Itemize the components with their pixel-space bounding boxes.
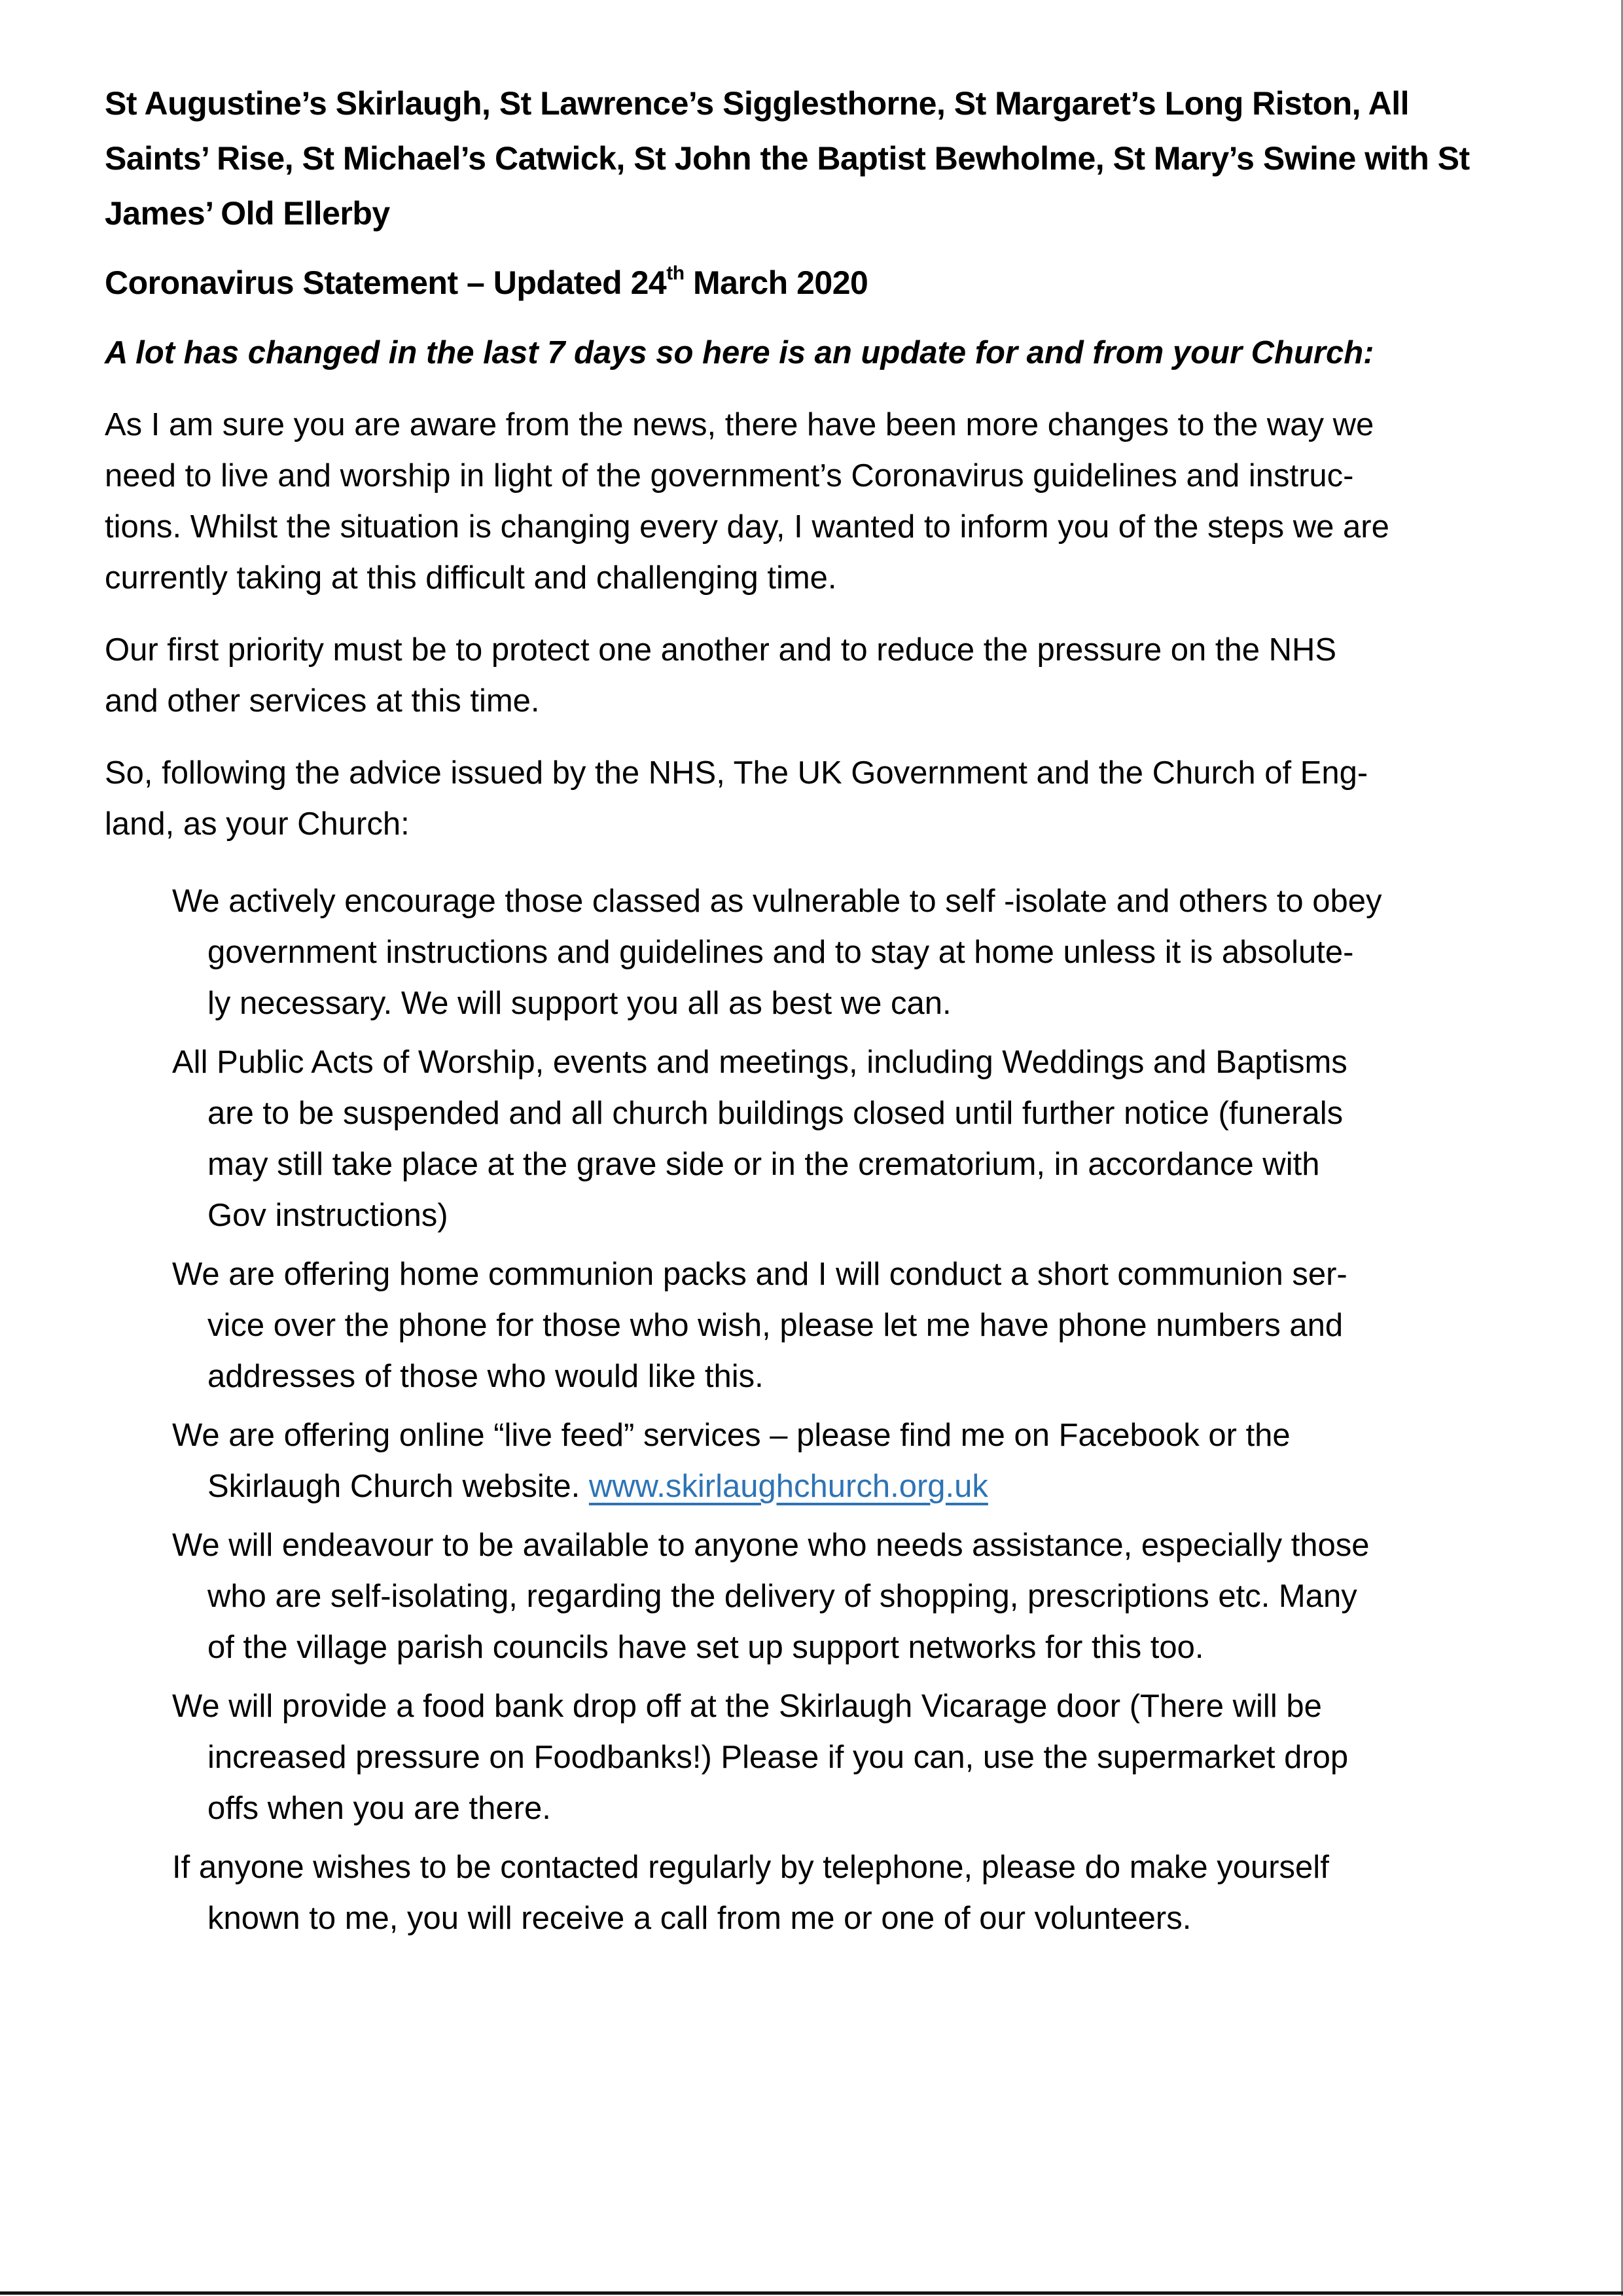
statement-title-text: Coronavirus Statement – Updated 24 — [105, 264, 667, 301]
list-item-line: addresses of those who would like this. — [207, 1359, 764, 1394]
list-item-line: We are offering home communion packs and I will conduct a short communion ser- — [172, 1257, 1347, 1292]
heading-line: St Augustine’s Skirlaugh, St Lawrence’s Sigglesthorne, St Margaret’s Long Riston, All — [105, 85, 1409, 122]
list-item-live-feed — [105, 1410, 1525, 1512]
list-item-line: All Public Acts of Worship, events and meetings, including Weddings and Baptisms — [172, 1045, 1347, 1080]
list-item-line: of the village parish councils have set up support networks for this too. — [207, 1630, 1204, 1665]
list-item-home-communion — [105, 1249, 1525, 1402]
paragraph-line: need to live and worship in light of the government’s Coronavirus guidelines and instruc- — [105, 458, 1354, 493]
list-item-line: ly necessary. We will support you all as best we can. — [207, 986, 952, 1021]
list-item-line: are to be suspended and all church buildings closed until further notice (funerals — [207, 1096, 1344, 1131]
list-item-line: known to me, you will receive a call from me or one of our volunteers. — [207, 1901, 1192, 1936]
parish-churches-heading — [105, 76, 1525, 241]
statement-title — [105, 255, 1525, 310]
paragraph-line: Our first priority must be to protect one another and to reduce the pressure on the NHS — [105, 632, 1337, 668]
paragraph-advice — [105, 747, 1525, 850]
paragraph-line: land, as your Church: — [105, 806, 410, 842]
statement-title-date: March 2020 — [684, 264, 868, 301]
paragraph-line: currently taking at this difficult and challenging time. — [105, 560, 837, 596]
list-item-line: We will endeavour to be available to anyone who needs assistance, especially those — [172, 1528, 1370, 1563]
list-item-line: who are self-isolating, regarding the delivery of shopping, prescriptions etc. Many — [207, 1579, 1357, 1614]
list-item-line: We will provide a food bank drop off at the Skirlaugh Vicarage door (There will be — [172, 1689, 1322, 1724]
list-item-line: may still take place at the grave side or in the crematorium, in accordance with — [207, 1147, 1320, 1182]
list-item-self-isolate — [105, 876, 1525, 1029]
page-bottom-edge-line — [0, 2291, 1623, 2295]
list-item-line: government instructions and guidelines and to stay at home unless it is absolute- — [207, 935, 1354, 970]
list-item-line: offs when you are there. — [207, 1791, 551, 1826]
intro-statement: A lot has changed in the last 7 days so here is an update for and from your Church: — [105, 335, 1374, 370]
paragraph-changes — [105, 399, 1525, 603]
list-item-line — [105, 1461, 1525, 1512]
document-content — [105, 76, 1525, 1944]
list-item-line: We actively encourage those classed as vulnerable to self -isolate and others to obey — [172, 884, 1382, 919]
heading-line: Saints’ Rise, St Michael’s Catwick, St John the Baptist Bewholme, St Mary’s Swine with St — [105, 140, 1470, 177]
paragraph-line: and other services at this time. — [105, 683, 540, 719]
ordinal-superscript: th — [666, 262, 685, 285]
paragraph-priority — [105, 624, 1525, 726]
list-item-line: We are offering online “live feed” services – please find me on Facebook or the — [172, 1418, 1291, 1453]
list-item-assistance — [105, 1520, 1525, 1673]
skirlaugh-church-website-link[interactable]: www.skirlaughchurch.org.uk — [588, 1469, 988, 1504]
list-item-line: Gov instructions) — [207, 1198, 448, 1233]
list-item-food-bank — [105, 1681, 1525, 1834]
paragraph-line: As I am sure you are aware from the news, there have been more changes to the way we — [105, 407, 1374, 442]
list-item-telephone-contact — [105, 1842, 1525, 1944]
list-item-line: If anyone wishes to be contacted regularly by telephone, please do make yourself — [172, 1850, 1329, 1885]
list-item-line: increased pressure on Foodbanks!) Please if you can, use the supermarket drop — [207, 1740, 1349, 1775]
list-item-line-text: Skirlaugh Church website. — [207, 1469, 589, 1504]
paragraph-line: tions. Whilst the situation is changing every day, I wanted to inform you of the steps we are — [105, 509, 1389, 545]
list-item-line: vice over the phone for those who wish, please let me have phone numbers and — [207, 1308, 1344, 1343]
heading-line: James’ Old Ellerby — [105, 195, 390, 232]
list-item-worship-suspended — [105, 1037, 1525, 1241]
paragraph-line: So, following the advice issued by the NHS, The UK Government and the Church of Eng- — [105, 755, 1368, 791]
measures-list — [105, 876, 1525, 1944]
